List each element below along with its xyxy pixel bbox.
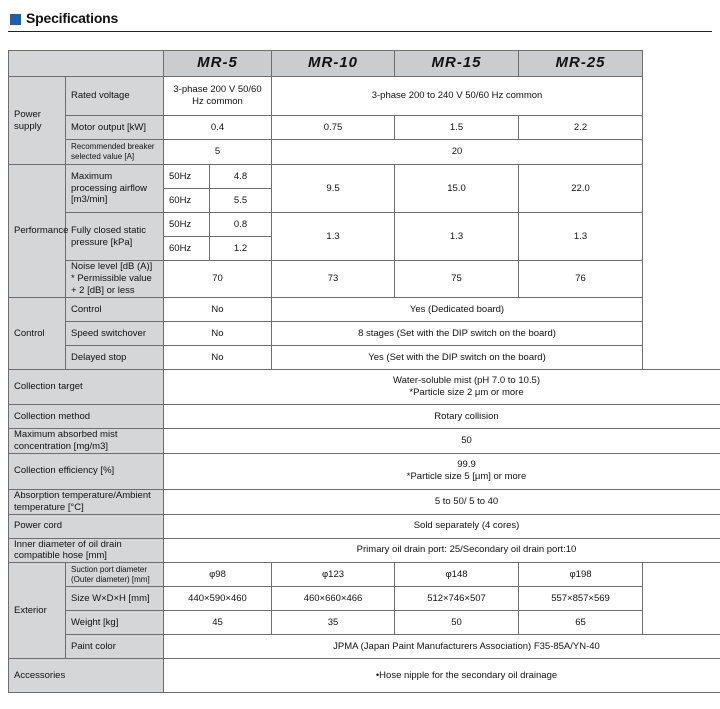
row-label-max-mist: Maximum absorbed mist concentration [mg/m3] bbox=[9, 429, 164, 454]
collection-method-value: Rotary collision bbox=[164, 405, 720, 429]
row-label-accessories: Accessories bbox=[9, 659, 164, 693]
efficiency-line1: 99.9 bbox=[457, 459, 476, 471]
collection-target-value bbox=[164, 370, 720, 405]
paint-value: JPMA (Japan Paint Manufacturers Association) F35-85A/YN-40 bbox=[164, 635, 720, 659]
table-row bbox=[9, 116, 720, 140]
max-mist-value: 50 bbox=[164, 429, 720, 454]
table-row bbox=[9, 563, 720, 587]
specifications-table bbox=[8, 50, 720, 693]
section-marker bbox=[10, 14, 21, 25]
noise-mr15: 75 bbox=[395, 261, 519, 298]
pressure-mr25: 1.3 bbox=[519, 213, 643, 261]
size-mr5: 440×590×460 bbox=[164, 587, 272, 611]
table-row bbox=[9, 489, 720, 514]
airflow-mr15: 15.0 bbox=[395, 165, 519, 213]
row-label-collection-target: Collection target bbox=[9, 370, 164, 405]
rated-voltage-mr5: 3-phase 200 V 50/60 Hz common bbox=[164, 77, 272, 116]
table-row bbox=[9, 298, 720, 322]
header-blank-cell bbox=[9, 51, 164, 77]
table-row bbox=[9, 77, 720, 116]
row-label-delayed: Delayed stop bbox=[66, 346, 164, 370]
size-mr10: 460×660×466 bbox=[272, 587, 395, 611]
group-power-supply: Power supply bbox=[9, 77, 66, 165]
suction-mr5: φ98 bbox=[164, 563, 272, 587]
motor-output-mr5: 0.4 bbox=[164, 116, 272, 140]
row-label-motor-output: Motor output [kW] bbox=[66, 116, 164, 140]
speed-others: 8 stages (Set with the DIP switch on the board) bbox=[272, 322, 643, 346]
section-header bbox=[0, 0, 720, 38]
section-title: Specifications bbox=[26, 10, 119, 26]
suction-mr10: φ123 bbox=[272, 563, 395, 587]
airflow-mr5-50hz: 4.8 bbox=[210, 165, 272, 189]
efficiency-line2: *Particle size 5 [μm] or more bbox=[406, 471, 527, 483]
row-label-pressure: Fully closed static pressure [kPa] bbox=[66, 213, 164, 261]
motor-output-mr10: 0.75 bbox=[272, 116, 395, 140]
weight-mr5: 45 bbox=[164, 611, 272, 635]
weight-mr10: 35 bbox=[272, 611, 395, 635]
temperature-value: 5 to 50/ 5 to 40 bbox=[164, 489, 720, 514]
table-row bbox=[9, 659, 720, 693]
delayed-others: Yes (Set with the DIP switch on the board) bbox=[272, 346, 643, 370]
collection-target-line2: *Particle size 2 μm or more bbox=[409, 387, 524, 398]
row-label-efficiency: Collection efficiency [%] bbox=[9, 453, 164, 489]
pressure-mr5-50hz: 0.8 bbox=[210, 213, 272, 237]
table-row bbox=[9, 429, 720, 454]
size-mr25: 557×857×569 bbox=[519, 587, 643, 611]
row-label-weight: Weight [kg] bbox=[66, 611, 164, 635]
breaker-others: 20 bbox=[272, 140, 643, 165]
table-row bbox=[9, 213, 720, 237]
model-mr5: MR-5 bbox=[164, 51, 272, 77]
row-label-collection-method: Collection method bbox=[9, 405, 164, 429]
weight-mr15: 50 bbox=[395, 611, 519, 635]
suction-mr25: φ198 bbox=[519, 563, 643, 587]
table-row bbox=[9, 140, 720, 165]
suction-mr15: φ148 bbox=[395, 563, 519, 587]
airflow-mr5-60hz: 5.5 bbox=[210, 189, 272, 213]
row-label-hose: Inner diameter of oil drain compatible hose [mm] bbox=[9, 538, 164, 563]
airflow-50hz-label: 50Hz bbox=[164, 165, 210, 189]
table-row bbox=[9, 453, 720, 489]
row-label-paint: Paint color bbox=[66, 635, 164, 659]
noise-mr25: 76 bbox=[519, 261, 643, 298]
table-row bbox=[9, 322, 720, 346]
row-label-power-cord: Power cord bbox=[9, 514, 164, 538]
control-others: Yes (Dedicated board) bbox=[272, 298, 643, 322]
noise-note: * Permissible value + 2 [dB] or less bbox=[71, 273, 152, 296]
pressure-mr5-60hz: 1.2 bbox=[210, 237, 272, 261]
row-label-breaker: Recommended breaker selected value [A] bbox=[66, 140, 164, 165]
speed-mr5: No bbox=[164, 322, 272, 346]
table-row bbox=[9, 370, 720, 405]
motor-output-mr25: 2.2 bbox=[519, 116, 643, 140]
row-label-rated-voltage: Rated voltage bbox=[66, 77, 164, 116]
weight-mr25: 65 bbox=[519, 611, 643, 635]
pressure-mr10: 1.3 bbox=[272, 213, 395, 261]
row-label-speed: Speed switchover bbox=[66, 322, 164, 346]
pressure-50hz-label: 50Hz bbox=[164, 213, 210, 237]
model-mr25: MR-25 bbox=[519, 51, 643, 77]
power-cord-value: Sold separately (4 cores) bbox=[164, 514, 720, 538]
group-exterior: Exterior bbox=[9, 563, 66, 659]
pressure-60hz-label: 60Hz bbox=[164, 237, 210, 261]
table-row bbox=[9, 165, 720, 189]
row-label-airflow: Maximum processing airflow [m3/min] bbox=[66, 165, 164, 213]
model-header-row bbox=[9, 51, 720, 77]
table-row bbox=[9, 587, 720, 611]
rated-voltage-others: 3-phase 200 to 240 V 50/60 Hz common bbox=[272, 77, 643, 116]
airflow-mr25: 22.0 bbox=[519, 165, 643, 213]
row-label-noise bbox=[66, 261, 164, 298]
noise-label: Noise level [dB (A)] bbox=[71, 261, 153, 273]
breaker-mr5: 5 bbox=[164, 140, 272, 165]
model-mr15: MR-15 bbox=[395, 51, 519, 77]
noise-mr5: 70 bbox=[164, 261, 272, 298]
delayed-mr5: No bbox=[164, 346, 272, 370]
row-label-temperature: Absorption temperature/Ambient temperature [°C] bbox=[9, 489, 164, 514]
group-control: Control bbox=[9, 298, 66, 370]
accessories-value: •Hose nipple for the secondary oil drainage bbox=[164, 659, 720, 693]
model-mr10: MR-10 bbox=[272, 51, 395, 77]
control-mr5: No bbox=[164, 298, 272, 322]
header-rule bbox=[8, 31, 712, 32]
row-label-suction: Suction port diameter (Outer diameter) [mm] bbox=[66, 563, 164, 587]
noise-mr10: 73 bbox=[272, 261, 395, 298]
table-row bbox=[9, 346, 720, 370]
table-row bbox=[9, 405, 720, 429]
table-row bbox=[9, 261, 720, 298]
table-row bbox=[9, 611, 720, 635]
hose-value: Primary oil drain port: 25/Secondary oil drain port:10 bbox=[164, 538, 720, 563]
airflow-60hz-label: 60Hz bbox=[164, 189, 210, 213]
pressure-mr15: 1.3 bbox=[395, 213, 519, 261]
table-row bbox=[9, 538, 720, 563]
row-label-control: Control bbox=[66, 298, 164, 322]
collection-target-line1: Water-soluble mist (pH 7.0 to 10.5) bbox=[393, 375, 540, 387]
efficiency-value bbox=[164, 453, 720, 489]
motor-output-mr15: 1.5 bbox=[395, 116, 519, 140]
table-row bbox=[9, 514, 720, 538]
group-performance: Performance bbox=[9, 165, 66, 298]
table-row bbox=[9, 635, 720, 659]
row-label-size: Size W×D×H [mm] bbox=[66, 587, 164, 611]
airflow-mr10: 9.5 bbox=[272, 165, 395, 213]
size-mr15: 512×746×507 bbox=[395, 587, 519, 611]
